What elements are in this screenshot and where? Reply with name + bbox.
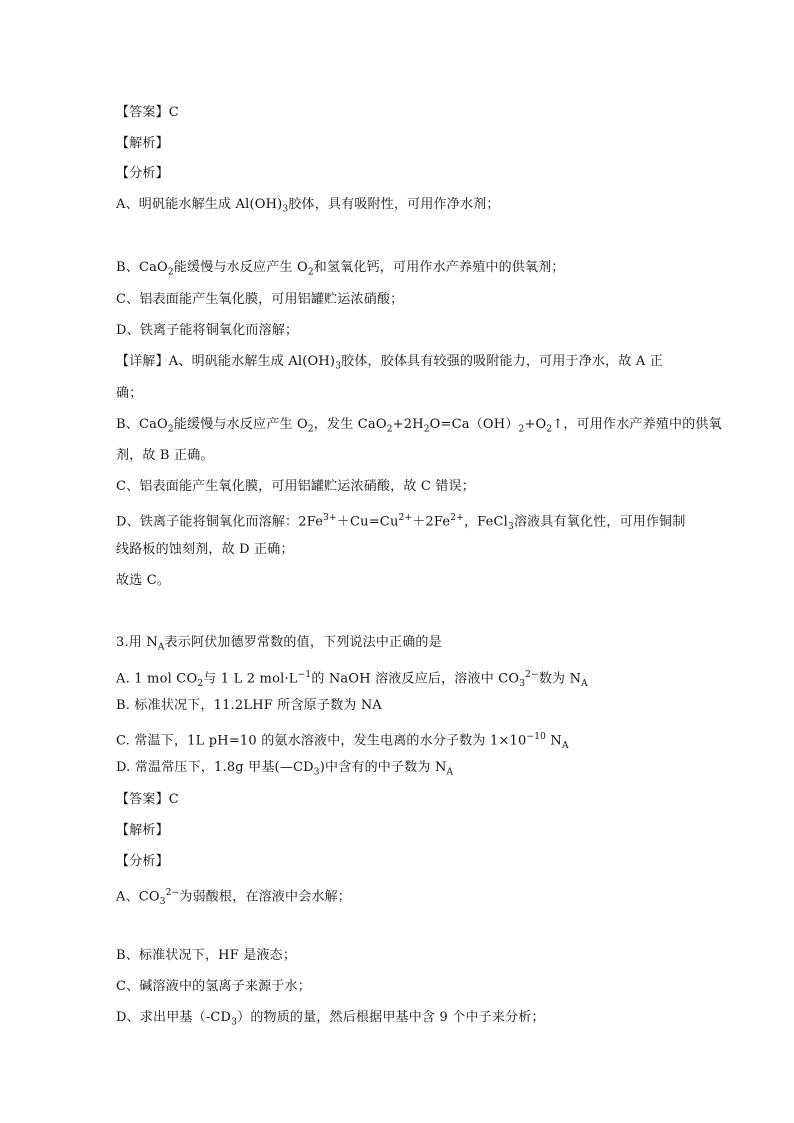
text-line: 【解析】	[116, 136, 169, 151]
text-line: C、铝表面能产生氧化膜，可用铝罐贮运浓硝酸；	[116, 292, 404, 307]
text-line: B、CaO$_2$能缓慢与水反应产生 $O_2$和氢氧化钙，可用作水产养殖中的供氧剂；	[116, 260, 565, 278]
text-line: 剂，故 B 正确。	[116, 448, 214, 463]
text-line: 【详解】A、明矾能水解生成 $Al(OH)_3$胶体，胶体具有较强的吸附能力，可用于净水，故 A 正	[116, 354, 664, 372]
text-line: 3.用 $N_A$表示阿伏加德罗常数的值，下列说法中正确的是	[116, 635, 442, 653]
text-line: 确；	[116, 386, 143, 401]
text-line: D、铁离子能将铜氧化而溶解；	[116, 323, 299, 338]
text-line: A、明矾能水解生成 $Al(OH)_3$胶体，具有吸附性，可用作净水剂；	[116, 197, 500, 215]
text-line: 线路板的蚀刻剂，故 D 正确；	[116, 542, 294, 557]
text-line: B、CaO$_2$能缓慢与水反应产生 $O_2$，发生 $CaO_2+2H_2O=Ca(OH)_2+O_2↑$，可用作水产养殖中的供氧	[116, 417, 722, 435]
text-line: C、碱溶液中的氢离子来源于水；	[116, 979, 311, 994]
text-line: C. 常温下，1L pH=10 的氨水溶液中，发生电离的水分子数为 $1\times 10^{-10}$ $N_A$	[116, 732, 569, 751]
text-line: 【答案】C	[116, 792, 179, 807]
text-line: D、求出甲基$(-CD_3)$的物质的量，然后根据甲基中含 9 个中子来分析；	[116, 1010, 545, 1028]
text-line: D. 常温常压下，1.8g 甲基$(—CD_3)$中含有的中子数为 $N_A$	[116, 760, 454, 778]
text-line: A. 1 mol $CO_2$与 1 L 2 $mol\cdot L^{-1}$的 NaOH 溶液反应后，溶液中 $CO_3^{2-}$数为 $N_A$	[116, 670, 588, 689]
text-line: 【分析】	[116, 166, 169, 181]
text-line: B. 标准状况下，11.2LHF 所含原子数为 NA	[116, 698, 382, 713]
text-line: 【答案】C	[116, 105, 179, 120]
text-line: A、$CO_3^{2-}$为弱酸根，在溶液中会水解；	[116, 888, 352, 907]
text-line: C、铝表面能产生氧化膜，可用铝罐贮运浓硝酸，故 C 错误；	[116, 479, 475, 494]
text-line: 【分析】	[116, 854, 169, 869]
text-line: 故选 C。	[116, 573, 171, 588]
text-line: 【解析】	[116, 823, 169, 838]
text-line: D、铁离子能将铜氧化而溶解：$2Fe^{3+}+Cu=Cu^{2+}+2Fe^{2+}$，FeCl$_3$溶液具有氧化性，可用作铜制	[116, 513, 686, 532]
text-line: B、标准状况下，HF 是液态；	[116, 948, 297, 963]
